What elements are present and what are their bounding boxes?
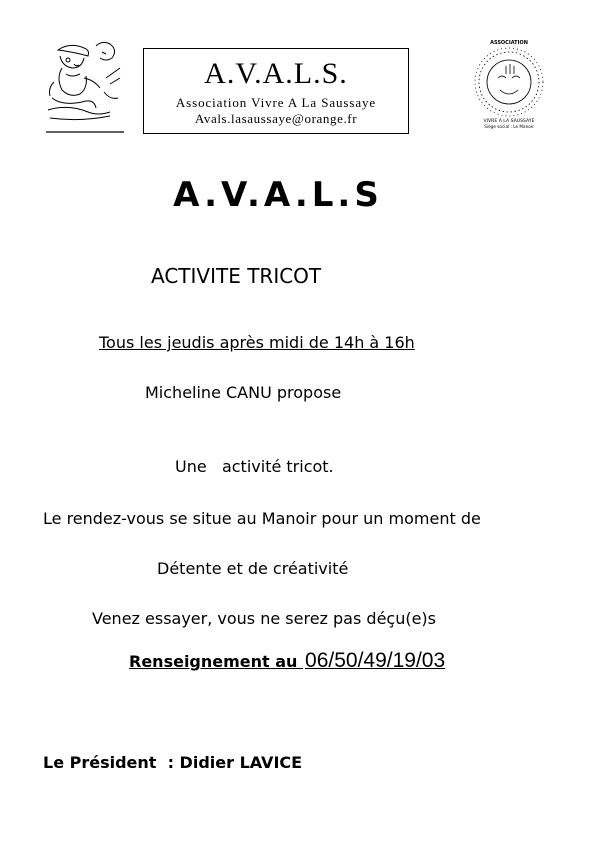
association-seal <box>470 36 548 134</box>
proposer-text: Micheline CANU propose <box>145 383 342 402</box>
invite-text: Venez essayer, vous ne serez pas déçu(e)s <box>92 609 437 628</box>
seal-bottom-text-1: VIVRE A LA SAUSSAYE <box>483 119 535 124</box>
meeting-text: Le rendez-vous se situe au Manoir pour un moment de <box>43 509 481 528</box>
info-line <box>129 649 445 673</box>
sun-seal-icon <box>470 36 548 134</box>
president-text: Le Président : Didier LAVICE <box>43 753 303 772</box>
header-email: Avals.lasaussaye@orange.fr <box>194 111 358 126</box>
activity-text: Une activité tricot. <box>175 457 334 476</box>
phone-number: 06/50/49/19/03 <box>305 649 446 672</box>
header-box <box>143 48 409 134</box>
activity-title: ACTIVITE TRICOT <box>151 264 322 288</box>
seal-bottom-text-2: Siège social : Le Manoir <box>484 124 534 129</box>
main-title: A.V.A.L.S <box>173 175 383 215</box>
cartoon-logo-icon <box>44 38 126 136</box>
seal-top-text: ASSOCIATION <box>490 40 528 46</box>
relax-text: Détente et de créativité <box>157 559 349 578</box>
header-title: A.V.A.L.S. <box>204 57 348 90</box>
header-association: Association Vivre A La Saussaye <box>175 95 377 110</box>
schedule-text: Tous les jeudis après midi de 14h à 16h <box>99 333 415 352</box>
info-label: Renseignement au <box>129 652 298 671</box>
